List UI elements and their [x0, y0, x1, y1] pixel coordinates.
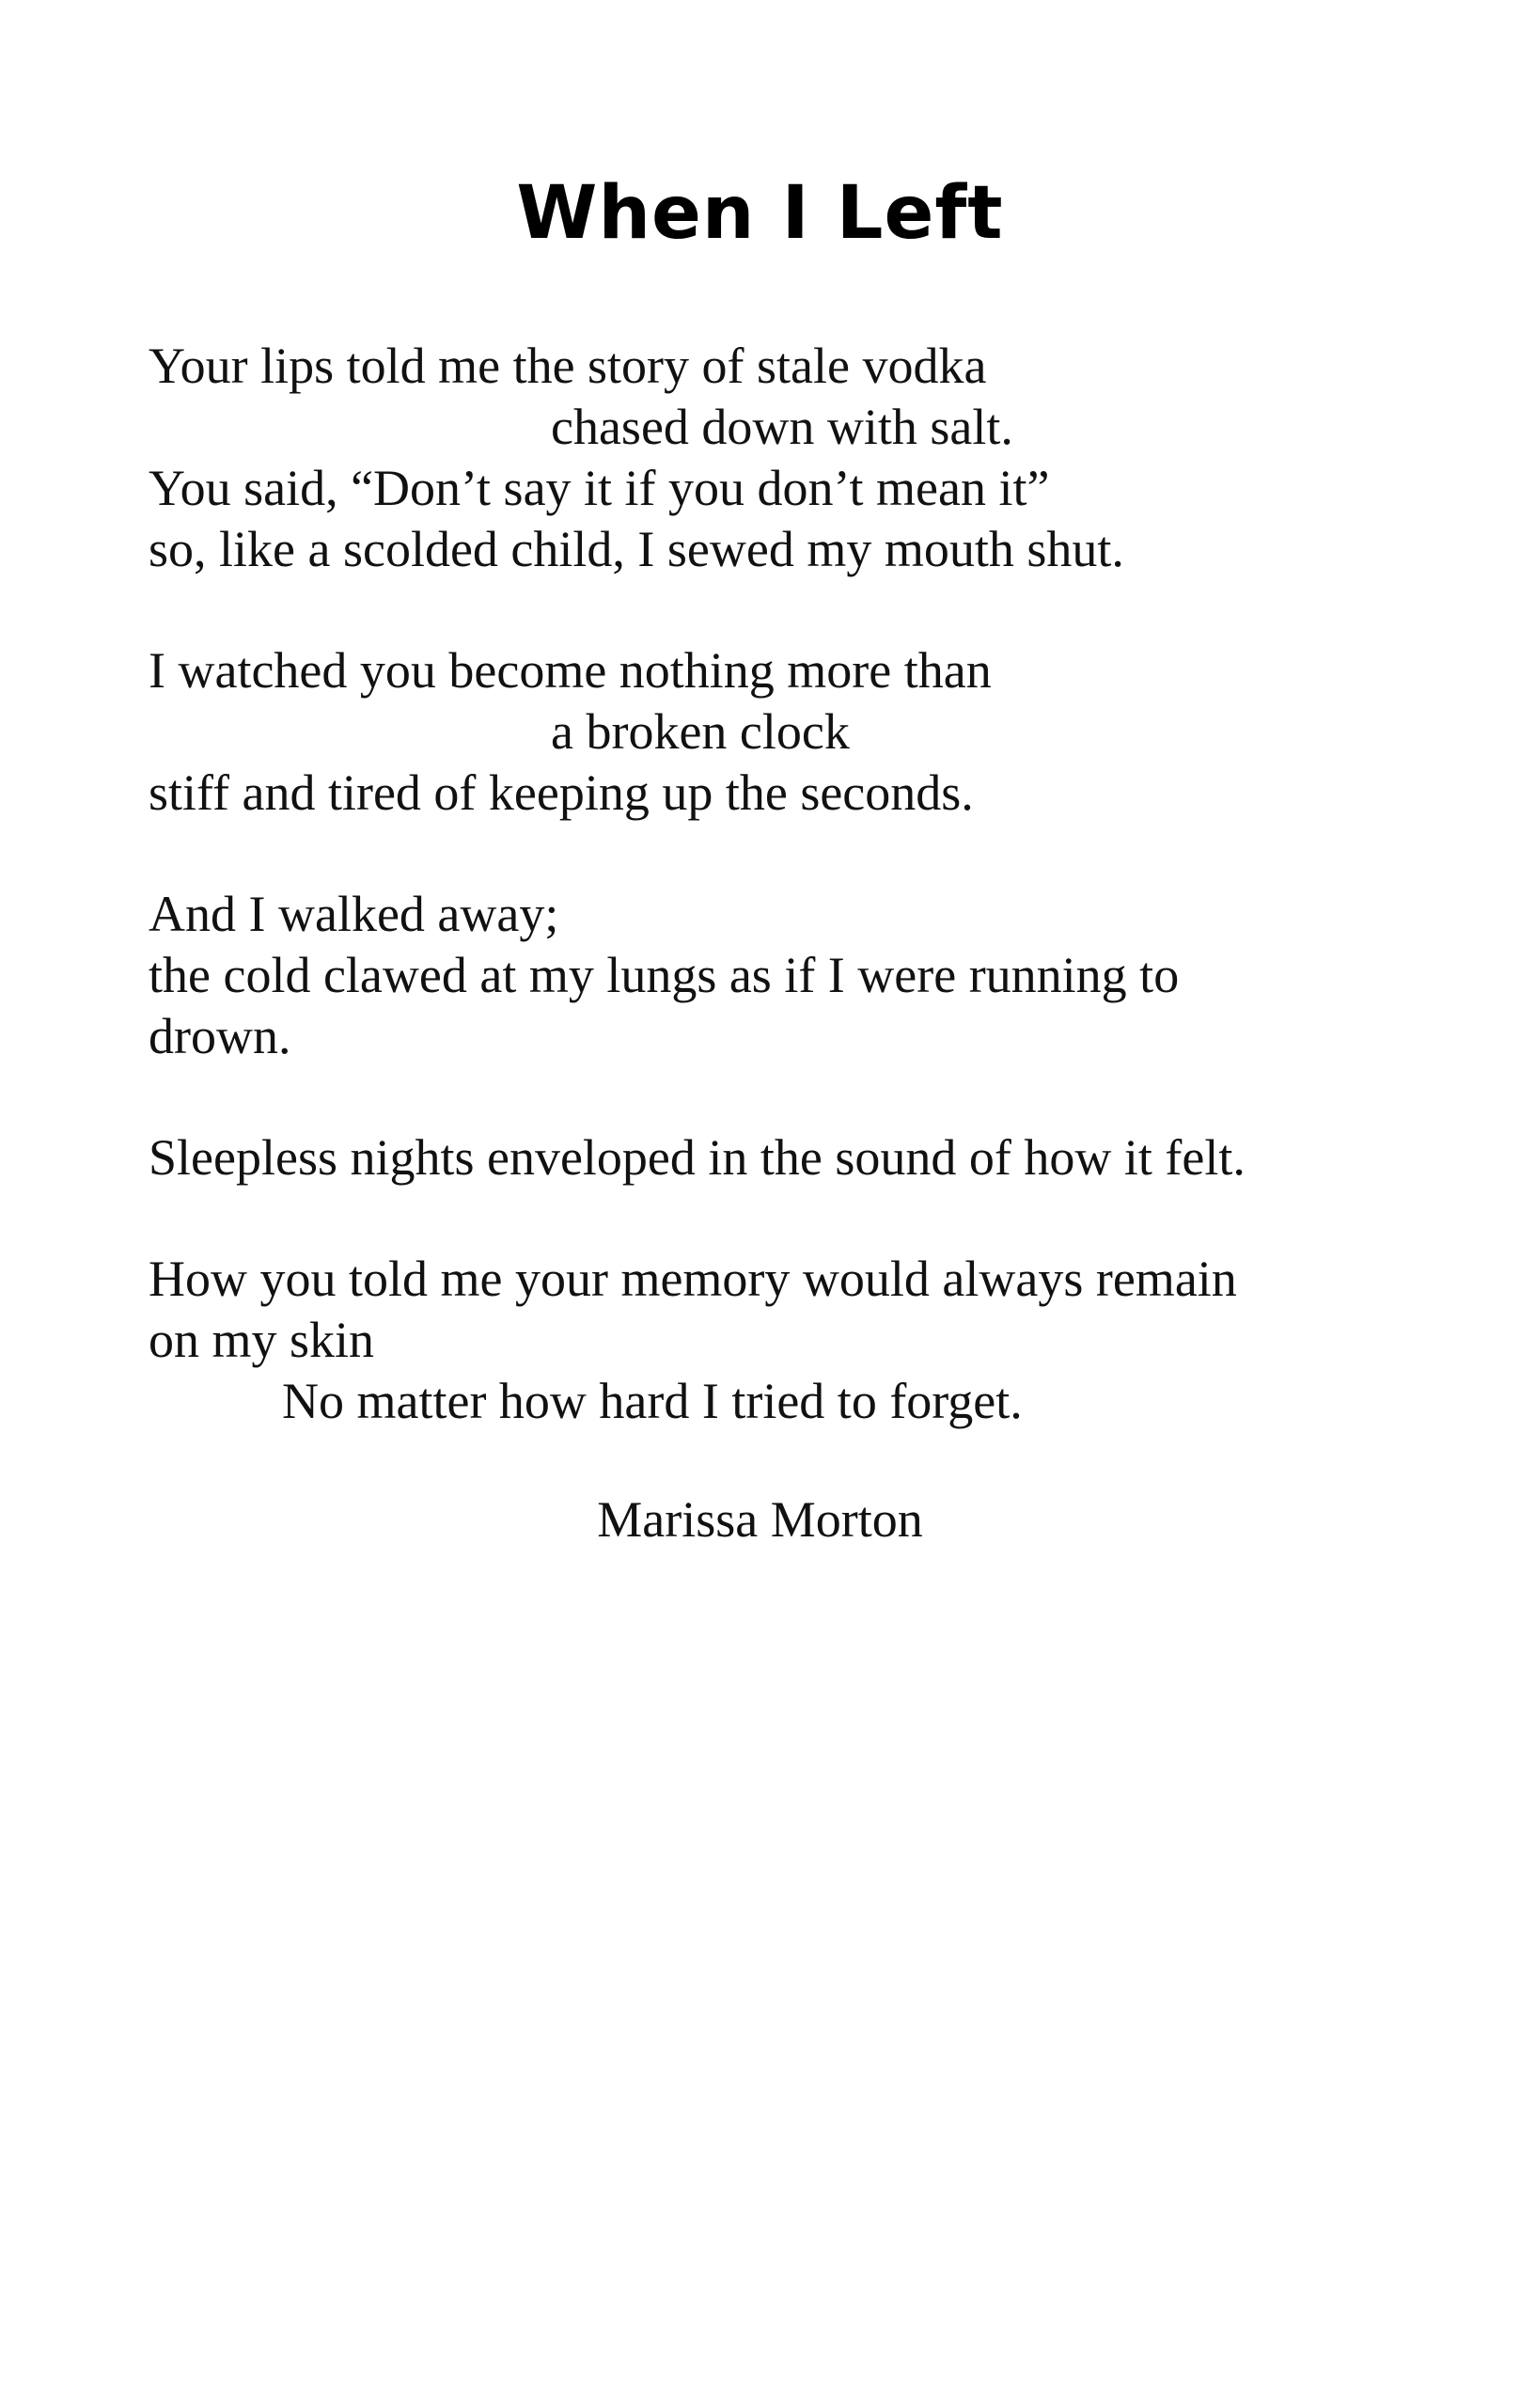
- stanza-1: [149, 336, 1399, 580]
- stanza-divider: [149, 580, 1399, 640]
- stanza-divider: [149, 824, 1399, 884]
- stanza-4: [149, 1127, 1399, 1188]
- poem-body: [149, 336, 1399, 1432]
- stanza-2: [149, 640, 1399, 824]
- poem-line: And I walked away;: [149, 886, 559, 942]
- poem-line: the cold clawed at my lungs as if I were running to: [149, 947, 1180, 1003]
- poem-line: Your lips told me the story of stale vodka: [149, 338, 987, 394]
- poem-line-indented: No matter how hard I tried to forget.: [282, 1373, 1023, 1429]
- poem-line: I watched you become nothing more than: [149, 642, 992, 699]
- poem-line: so, like a scolded child, I sewed my mouth shut.: [149, 521, 1124, 577]
- poem-line: drown.: [149, 1008, 291, 1064]
- poem-line-indented: chased down with salt.: [551, 399, 1013, 455]
- poem-line: You said, “Don’t say it if you don’t mean it”: [149, 460, 1050, 516]
- poem-line: stiff and tired of keeping up the seconds.: [149, 764, 974, 821]
- poem-line: How you told me your memory would always remain: [149, 1251, 1237, 1307]
- stanza-5: [149, 1249, 1399, 1432]
- poem-line: on my skin: [149, 1312, 375, 1368]
- poem-title: When I Left: [516, 171, 1004, 256]
- poem-line: Sleepless nights enveloped in the sound of how it felt.: [149, 1129, 1246, 1186]
- poem-line-indented: a broken clock: [551, 703, 850, 760]
- poem-author: Marissa Morton: [597, 1491, 923, 1548]
- stanza-divider: [149, 1188, 1399, 1249]
- stanza-divider: [149, 1067, 1399, 1127]
- stanza-3: [149, 884, 1399, 1067]
